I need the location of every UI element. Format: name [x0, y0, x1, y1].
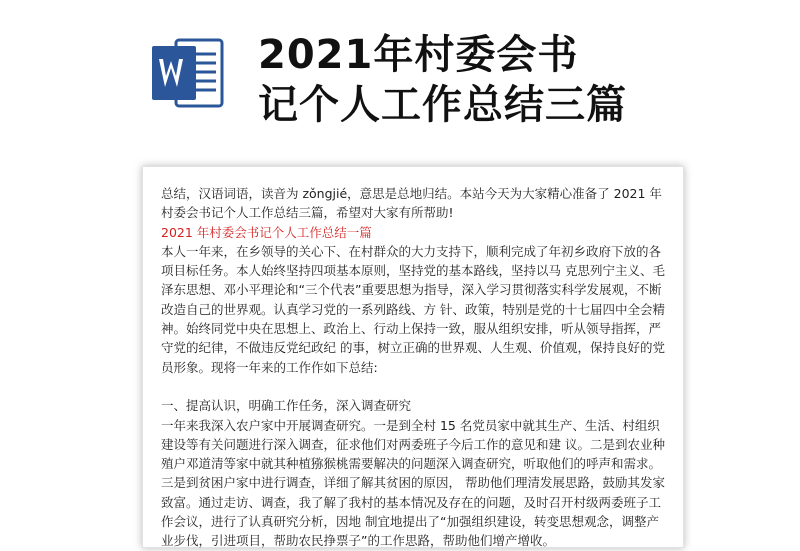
section-title: 2021 年村委会书记个人工作总结一篇 [161, 224, 372, 240]
word-icon [150, 34, 226, 112]
title-line-1: 2021年村委会书 [258, 32, 579, 78]
body-paragraph-1: 本人一年来，在乡领导的关心下、在村群众的大力支持下，顺利完成了年初乡政府下放的各项目标任务。本人始终坚持四项基本原则，坚持党的基本路线，坚持以马 克思列宁主义、毛泽东思想、邓小平理论和“三个代表”重要思想为指导，深入学习贯彻落实科学发展观，不断改造自己的世界观。认真学习党的一系列路线、方 针、政策，特别是党的十七届四中全会精神。始终同党中央在思想上、政治上、行动上保持一致，服从组织安排，听从领导指挥，严守党的纪律，不做违反党纪政纪 的事，树立正确的世界观、人生观、价值观，保持良好的党员形象。现将一年来的工作作如下总结: [161, 243, 665, 375]
page-title [258, 30, 778, 130]
document-body [161, 184, 667, 551]
document-page [142, 166, 684, 548]
header [0, 0, 800, 160]
document-preview-area [0, 158, 800, 549]
title-line-2: 记个人工作总结三篇 [258, 82, 627, 128]
heading-1: 一、提高认识，明确工作任务，深入调查研究 [161, 398, 412, 414]
intro-paragraph: 总结，汉语词语，读音为 zǒngjié，意思是总地归结。本站今天为大家精心准备了 2021 年村委会书记个人工作总结三篇，希望对大家有所帮助! [161, 186, 662, 221]
paragraph-gap [161, 377, 667, 396]
body-paragraph-2: 一年来我深入农户家中开展调查研究。一是到全村 15 名党员家中就其生产、生活、村组织建设等有关问题进行深入调查，征求他们对两委班子今后工作的意见和建 议。二是到农业种殖户邓道清等家中就其种植猕猴桃需要解决的问题深入调查研究，听取他们的呼声和需求。三是到贫困户家中进行调查，详细了解其贫困的原因， 帮助他们理清发展思路，鼓励其发家致富。通过走访、调查，我了解了我村的基本情况及存在的问题，及时召开村级两委班子工作会议，进行了认真研究分析，因地 制宜地提出了“加强组织建设，转变思想观念，调整产业步伐，引进项目，帮助农民挣票子”的工作思路，帮助他们增产增收。 [161, 417, 665, 549]
